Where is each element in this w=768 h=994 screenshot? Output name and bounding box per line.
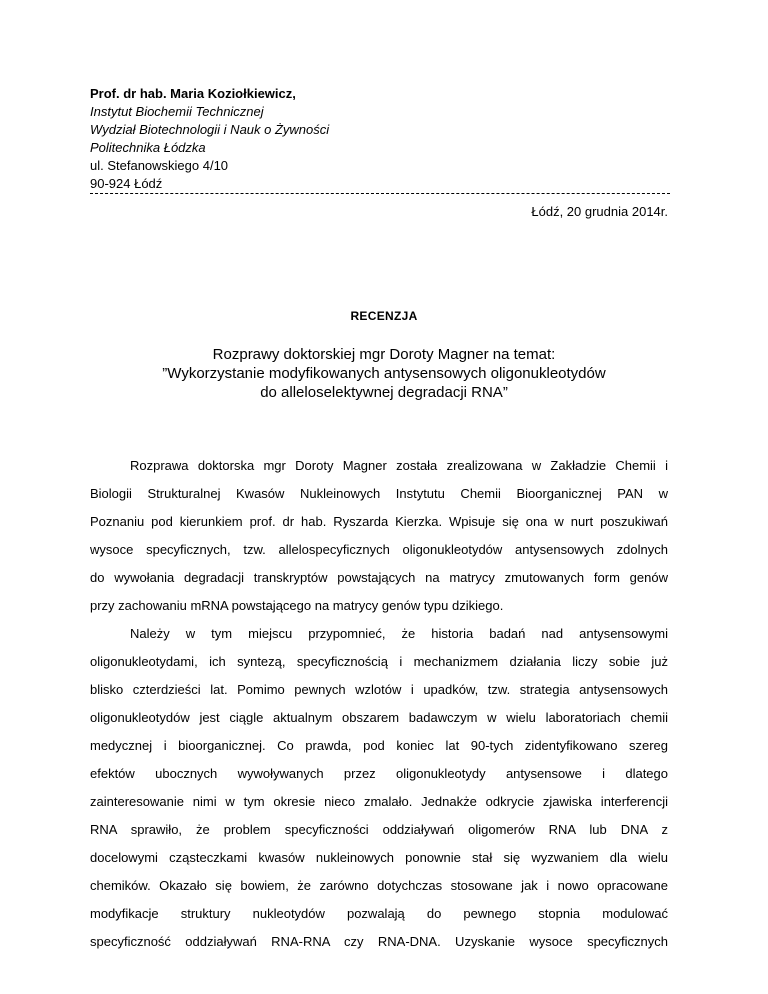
letter-date: Łódź, 20 grudnia 2014r.	[531, 204, 668, 219]
body-line: zainteresowanie nimi w tym okresie nieco zmalało. Jednakże odkrycie zjawiska interferencji	[90, 794, 668, 809]
sender-faculty: Wydział Biotechnologii i Nauk o Żywności	[90, 122, 330, 137]
body-line: Należy w tym miejscu przypomnieć, że historia badań nad antysensowymi	[130, 626, 668, 641]
dashed-separator	[90, 193, 670, 194]
body-line: efektów ubocznych wywoływanych przez oligonukleotydy antysensowe i dlatego	[90, 766, 668, 781]
body-line: RNA sprawiło, że problem specyficzności oddziaływań oligomerów RNA lub DNA z	[90, 822, 668, 837]
subject-line-1: Rozprawy doktorskiej mgr Doroty Magner na temat:	[212, 346, 556, 363]
body-line: do wywołania degradacji transkryptów powstających na matrycy zmutowanych form genów	[90, 570, 668, 585]
body-line: blisko czterdzieści lat. Pomimo pewnych wzlotów i upadków, tzw. strategia antysensowych	[90, 682, 668, 697]
body-line: Poznaniu pod kierunkiem prof. dr hab. Ryszarda Kierzka. Wpisuje się ona w nurt poszukiwań	[90, 514, 668, 529]
review-subject	[0, 345, 768, 402]
paragraph-2	[90, 620, 668, 956]
document-type-heading: RECENZJA	[350, 309, 418, 323]
sender-address-block	[90, 85, 329, 193]
body-line: przy zachowaniu mRNA powstającego na matrycy genów typu dzikiego.	[90, 598, 504, 613]
body-line: medycznej i bioorganicznej. Co prawda, pod koniec lat 90-tych zidentyfikowano szereg	[90, 738, 668, 753]
body-line: docelowymi cząsteczkami kwasów nukleinowych ponownie stał się wyzwaniem dla wielu	[90, 850, 668, 865]
paragraph-1	[90, 452, 668, 620]
body-line: Biologii Strukturalnej Kwasów Nukleinowych Instytutu Chemii Bioorganicznej PAN w	[90, 486, 668, 501]
sender-street: ul. Stefanowskiego 4/10	[90, 158, 229, 173]
body-line: oligonukleotydów jest ciągle aktualnym obszarem badawczym w wielu laboratoriach chemii	[90, 710, 668, 725]
review-body	[90, 452, 668, 956]
body-line: modyfikacje struktury nukleotydów pozwalają do pewnego stopnia modulować	[90, 906, 668, 921]
body-line: Rozprawa doktorska mgr Doroty Magner została zrealizowana w Zakładzie Chemii i	[130, 458, 668, 473]
sender-city: 90-924 Łódź	[90, 176, 163, 191]
sender-name: Prof. dr hab. Maria Koziołkiewicz,	[90, 86, 296, 101]
subject-line-2: ”Wykorzystanie modyfikowanych antysensowych oligonukleotydów	[162, 365, 606, 382]
body-line: specyficzność oddziaływań RNA-RNA czy RNA-DNA. Uzyskanie wysoce specyficznych	[90, 934, 668, 949]
sender-university: Politechnika Łódzka	[90, 140, 206, 155]
sender-institute: Instytut Biochemii Technicznej	[90, 104, 264, 119]
subject-line-3: do alleloselektywnej degradacji RNA”	[260, 384, 508, 401]
body-line: wysoce specyficznych, tzw. allelospecyficznych oligonukleotydów antysensowych zdolnych	[90, 542, 668, 557]
body-line: chemików. Okazało się bowiem, że zarówno dotychczas stosowane jak i nowo opracowane	[90, 878, 668, 893]
body-line: oligonukleotydami, ich syntezą, specyficznością i mechanizmem działania liczy sobie już	[90, 654, 668, 669]
